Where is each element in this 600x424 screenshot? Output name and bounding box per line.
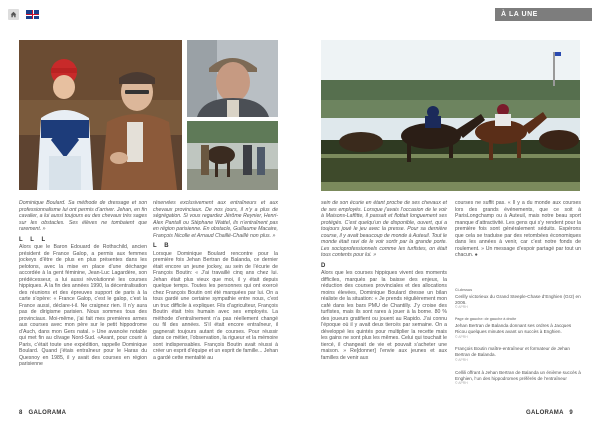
text-column-3	[321, 200, 447, 365]
page-number-right: 9	[569, 410, 574, 416]
caption-credit: © APRH	[455, 357, 468, 362]
column-2-body: Lorsque Dominique Boulard rencontre pour la première fois Jehan Bertran de Balanda, ce dernier était encore un jeune jockey, au sein de l’écurie de François Boutin: « J’ai travaillé cinq ans chez lui. Jehan était plus vieux que moi, il y était depuis quelque temps. Toutes les personnes qui ont exercé chez François Boutin ont été marquées par lui. On a tous gardé une certaine sympathie entre nous, c’est un truc difficile à expliquer. Fils d’agriculteur, François Boutin était très humain avec ses employés. La méthode d’entraînement n’a pas réellement changé ou fil des années. S’il était encore entraîneur, il gagnerait toujours autant de courses. Pour réussir dans ce métier, l’observation, la rigueur et la mémoire sont indispensables. François Boutin avait réussi à créer un esprit d’équipe et un esprit de famille... Jehan a gardé cette mentalité au	[153, 250, 278, 361]
column-4-body: courses ne suffit pas. « Il y a du monde aux courses lors des grands événements, que ce soit à ParisLongchamp ou à Auteuil, mais notre beau sport manque d’attractivité. Les gens qui s’y rendent pour la première fois sont généralement séduits. Espérons que cela se traduise par des retombées économiques dans les années à venir, car c’est notre fonds de roulement. » Un message d’espoir partagé par tout un chacun. ●	[455, 200, 581, 258]
column-3-body: Alors que les courses hippiques vivent des moments difficiles, marqués par la baisse des enjeux, la réduction des courses provinciales et des allocations moins élevées, Dominique Boulard dresse un bilan réaliste de la situation: « Je prends régulièrement mon café dans les bars PMU de Chantilly. J’y croise des turfistes, mais ils sont rares à jouer à la borne. 80 % des joueurs gratifient ou jouent au Rapido. J’ai connu l’époque où il y avait deux tiercés par semaine. On a développé les quintés pour multiplier la recette mais les gains ne sont plus les mêmes. Celui qui touchait le tiercé, il changeait de vie et pouvait s’acheter une maison. » Re[donner] l’envie aux jeunes et aux familles de venir aux	[321, 270, 447, 361]
footer-right	[526, 410, 573, 416]
photo-portrait-boutin	[187, 40, 278, 117]
caption-ref: Ci-dessus	[455, 288, 473, 292]
home-button[interactable]	[8, 9, 19, 20]
caption-credit: © APRH	[455, 305, 468, 310]
column-2-drop-letters: L B	[153, 243, 172, 249]
column-1-body: Alors que le Baron Edouard de Rothschild, ancien président de France Galop, a permis aux femmes jockeys d’être de plus en plus présentes dans les pelotons, avec la mise en place d’une décharge accordée à la gent féminine, Jean-Luc Lagardère, son prédécesseur, a lui aussi révolutionné les courses hippiques. À la fin des années 1990, la décentralisation des réunions et des épreuves support de paris à la carte s’opère: « France Galop, c’est le galop, c’est la France aussi, déclare-t-il. Ne craignez rien. Il n’y aura pas de dirigisme parisien. Nous sommes tous des provinciaux. Moi-même, j’ai fait mes premières armes aux courses avec mon père sur le petit hippodrome d’Auch, dans mon Gers natal. » Une avancée notable qui met fin au clivage Nord-Sud. «Avant, pour courir à Paris, c’était toute une expédition, rappelle Dominique Boulard. Quand j’étais entraîneur pour le Haras du Quesnoy en 1985, il y avait des courses en région parisienne	[19, 244, 147, 367]
uk-flag-icon[interactable]	[26, 10, 39, 19]
text-column-2	[153, 200, 278, 365]
photo-steeplechase	[321, 40, 580, 191]
caption-credit: © APRH	[455, 381, 468, 386]
footer-left	[19, 410, 66, 416]
section-banner	[495, 8, 592, 21]
caption	[455, 346, 581, 363]
column-2-top: réservées exclusivement aux entraîneurs et aux chevaux provinciaux. De nos jours, il n’y a plus de ségrégation. Si vous regardez Jérôme Reynier, Henri-Alex Pantall ou Stéphane Wattel, ils n’entraînent pas en région parisienne. En obstacle, Guillaume Macaire, François Nicolle et Arnaud Chaillé-Chaillé non plus. »	[153, 200, 278, 239]
column-3-drop-letters: D	[321, 262, 329, 269]
photo-jockey-and-trainer	[19, 40, 182, 190]
home-icon	[10, 11, 17, 18]
caption-text: Cerilly victorieux du Grand Steeple-Chase d’Enghien (Gr2) en 2006.	[455, 293, 581, 305]
caption-credit: © APRH	[455, 334, 468, 339]
column-3-top: sein de son écurie en étant proche de ses chevaux et de ses employés. Lorsque j’avais l’occasion de le voir à Maisons-Laffitte, il passait et flottait longuement ses protégés. C’est quelqu’un de disponible, ouvert, qui a toujours joué le jeu avec la presse. Pour sa dernière course, il y avait beaucoup de monde à Auteuil. Tout le monde était ravi de le voir sortir par la grande porte. Les socioprofessionnels comme les turfistes, on était tous contents pour lui. »	[321, 200, 447, 258]
brand-right: GALORAMA	[526, 410, 564, 416]
caption-text: Jehan Bertran de Balanda donnant ses ordres à Jacques Ricou quelques minutes avant un succès à Enghien.	[455, 322, 572, 334]
photo-horse-winner	[187, 121, 278, 190]
column-1-intro: Dominique Boulard. Sa méthode de dressage et son professionnalisme lui ont permis d’arriver. Jehan, en fin cavalier, a lui aussi toujours eu des chevaux très sages sur les obstacles. Ses élèves ne tombaient que rarement. »	[19, 200, 147, 232]
text-column-4	[455, 200, 581, 263]
column-1-drop-letters: L L L	[19, 236, 49, 243]
caption	[455, 288, 581, 311]
page-number-left: 8	[19, 410, 23, 416]
text-column-1	[19, 200, 147, 372]
section-label: À LA UNE	[501, 11, 538, 18]
brand-left: GALORAMA	[28, 410, 67, 416]
captions	[455, 288, 581, 393]
caption-ref: Page de gauche: de gauche à droite	[455, 317, 517, 322]
caption	[455, 370, 581, 387]
caption-text: Cellili offrant à Jehan Bertran de Balanda un énième succès à Enghien, l’un des hippodromes préférés de l’entraîneur	[455, 369, 581, 381]
caption	[455, 317, 581, 340]
caption-text: François Boutin maître-entraîneur et formateur de Jehan Bertran de Balanda.	[455, 346, 570, 358]
